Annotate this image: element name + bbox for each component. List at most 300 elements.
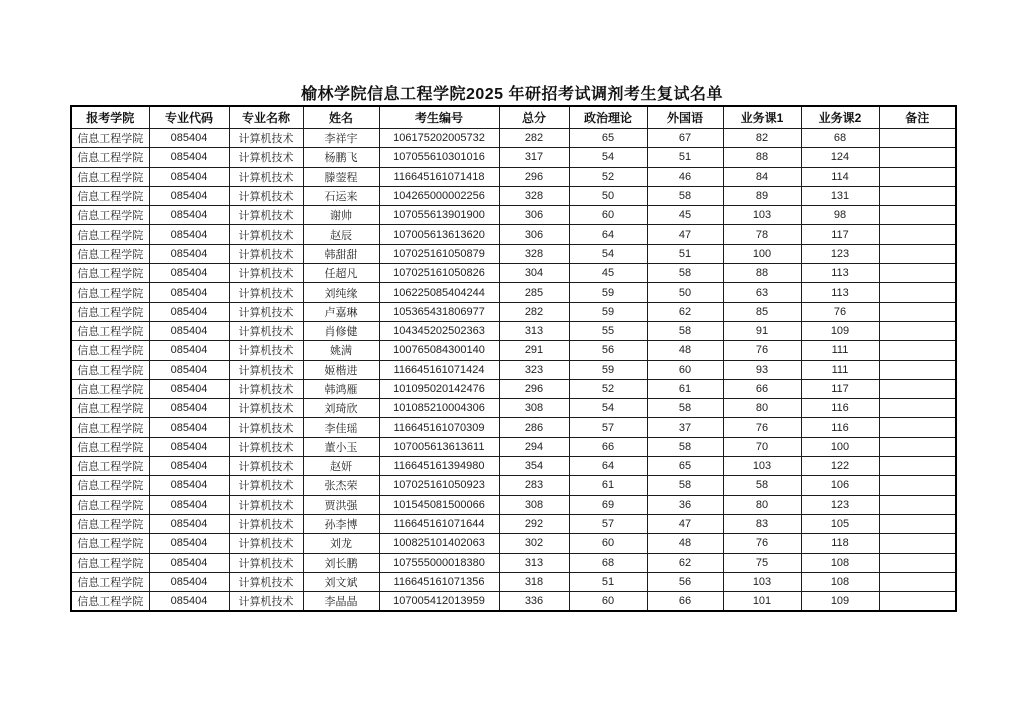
header-cell-2: 专业名称 xyxy=(229,106,303,129)
table-cell: 信息工程学院 xyxy=(71,264,149,283)
table-cell: 323 xyxy=(499,360,569,379)
table-cell: 刘琦欣 xyxy=(303,399,379,418)
table-row xyxy=(71,476,956,495)
table-cell: 信息工程学院 xyxy=(71,514,149,533)
table-cell: 80 xyxy=(723,495,801,514)
table-cell: 328 xyxy=(499,244,569,263)
table-cell: 60 xyxy=(647,360,723,379)
table-cell: 83 xyxy=(723,514,801,533)
table-cell: 信息工程学院 xyxy=(71,572,149,591)
table-row xyxy=(71,283,956,302)
table-row xyxy=(71,341,956,360)
table-cell: 106225085404244 xyxy=(379,283,499,302)
table-cell: 赵妍 xyxy=(303,457,379,476)
table-cell: 贾洪强 xyxy=(303,495,379,514)
table-cell: 085404 xyxy=(149,206,229,225)
table-cell: 63 xyxy=(723,283,801,302)
table-cell: 76 xyxy=(723,341,801,360)
table-cell: 信息工程学院 xyxy=(71,341,149,360)
table-cell: 52 xyxy=(569,167,647,186)
table-cell: 46 xyxy=(647,167,723,186)
table-row xyxy=(71,379,956,398)
table-cell: 刘长鹏 xyxy=(303,553,379,572)
table-cell: 信息工程学院 xyxy=(71,129,149,148)
table-cell: 108 xyxy=(801,553,879,572)
header-cell-6: 政治理论 xyxy=(569,106,647,129)
table-cell: 100 xyxy=(801,437,879,456)
table-cell: 60 xyxy=(569,592,647,612)
table-cell: 282 xyxy=(499,129,569,148)
table-cell: 55 xyxy=(569,321,647,340)
table-cell: 313 xyxy=(499,553,569,572)
table-cell: 88 xyxy=(723,264,801,283)
table-cell: 109 xyxy=(801,592,879,612)
table-cell: 085404 xyxy=(149,283,229,302)
table-cell: 085404 xyxy=(149,148,229,167)
header-cell-4: 考生编号 xyxy=(379,106,499,129)
table-cell: 116645161394980 xyxy=(379,457,499,476)
table-cell: 62 xyxy=(647,302,723,321)
table-cell: 116645161071644 xyxy=(379,514,499,533)
table-cell: 李祥宇 xyxy=(303,129,379,148)
table-cell: 56 xyxy=(647,572,723,591)
table-cell: 信息工程学院 xyxy=(71,360,149,379)
table-cell: 张杰荣 xyxy=(303,476,379,495)
table-cell: 313 xyxy=(499,321,569,340)
table-cell: 刘文斌 xyxy=(303,572,379,591)
table-cell: 085404 xyxy=(149,225,229,244)
table-row xyxy=(71,264,956,283)
header-cell-7: 外国语 xyxy=(647,106,723,129)
table-cell: 085404 xyxy=(149,592,229,612)
table-cell xyxy=(879,321,956,340)
table-cell: 64 xyxy=(569,225,647,244)
table-cell: 085404 xyxy=(149,264,229,283)
table-cell xyxy=(879,514,956,533)
table-cell xyxy=(879,495,956,514)
table-cell: 李晶晶 xyxy=(303,592,379,612)
table-cell: 计算机技术 xyxy=(229,553,303,572)
table-cell: 计算机技术 xyxy=(229,360,303,379)
table-cell: 085404 xyxy=(149,302,229,321)
table-cell: 106 xyxy=(801,476,879,495)
table-cell: 085404 xyxy=(149,379,229,398)
table-cell: 谢帅 xyxy=(303,206,379,225)
table-cell: 68 xyxy=(569,553,647,572)
table-cell xyxy=(879,553,956,572)
table-row xyxy=(71,321,956,340)
table-cell: 李佳瑶 xyxy=(303,418,379,437)
table-cell xyxy=(879,418,956,437)
table-cell: 306 xyxy=(499,206,569,225)
table-cell: 66 xyxy=(647,592,723,612)
table-cell: 64 xyxy=(569,457,647,476)
table-cell: 354 xyxy=(499,457,569,476)
table-cell: 67 xyxy=(647,129,723,148)
table-cell: 韩甜甜 xyxy=(303,244,379,263)
table-cell: 109 xyxy=(801,321,879,340)
table-cell: 计算机技术 xyxy=(229,302,303,321)
table-cell: 88 xyxy=(723,148,801,167)
table-cell: 65 xyxy=(647,457,723,476)
table-cell: 292 xyxy=(499,514,569,533)
table-cell xyxy=(879,572,956,591)
table-cell xyxy=(879,379,956,398)
table-cell: 116645161071424 xyxy=(379,360,499,379)
table-cell: 滕蓥程 xyxy=(303,167,379,186)
table-cell: 58 xyxy=(647,264,723,283)
table-cell: 291 xyxy=(499,341,569,360)
table-cell: 信息工程学院 xyxy=(71,167,149,186)
table-cell: 54 xyxy=(569,148,647,167)
table-cell: 计算机技术 xyxy=(229,225,303,244)
table-cell: 计算机技术 xyxy=(229,186,303,205)
table-cell: 317 xyxy=(499,148,569,167)
table-cell: 103 xyxy=(723,457,801,476)
table-cell: 111 xyxy=(801,341,879,360)
table-cell: 58 xyxy=(647,476,723,495)
table-header-row xyxy=(71,106,956,129)
table-cell: 101095020142476 xyxy=(379,379,499,398)
table-cell: 48 xyxy=(647,341,723,360)
table-cell: 93 xyxy=(723,360,801,379)
header-cell-0: 报考学院 xyxy=(71,106,149,129)
table-cell: 116 xyxy=(801,418,879,437)
table-cell: 计算机技术 xyxy=(229,514,303,533)
table-cell: 085404 xyxy=(149,553,229,572)
table-cell: 计算机技术 xyxy=(229,167,303,186)
table-cell: 085404 xyxy=(149,244,229,263)
table-cell xyxy=(879,341,956,360)
table-cell: 59 xyxy=(569,283,647,302)
table-cell: 计算机技术 xyxy=(229,592,303,612)
table-row xyxy=(71,360,956,379)
table-cell: 信息工程学院 xyxy=(71,379,149,398)
table-cell: 85 xyxy=(723,302,801,321)
table-cell: 085404 xyxy=(149,360,229,379)
table-cell: 信息工程学院 xyxy=(71,592,149,612)
table-cell: 84 xyxy=(723,167,801,186)
table-cell: 113 xyxy=(801,283,879,302)
table-cell: 107005613613620 xyxy=(379,225,499,244)
table-cell: 308 xyxy=(499,495,569,514)
table-body xyxy=(71,129,956,612)
table-row xyxy=(71,592,956,612)
table-cell: 信息工程学院 xyxy=(71,476,149,495)
table-cell: 刘纯缘 xyxy=(303,283,379,302)
table-cell: 80 xyxy=(723,399,801,418)
table-cell: 57 xyxy=(569,514,647,533)
table-cell: 101085210004306 xyxy=(379,399,499,418)
table-cell: 51 xyxy=(647,244,723,263)
table-row xyxy=(71,437,956,456)
table-cell: 信息工程学院 xyxy=(71,283,149,302)
table-cell xyxy=(879,148,956,167)
table-cell: 085404 xyxy=(149,534,229,553)
table-row xyxy=(71,553,956,572)
table-cell: 56 xyxy=(569,341,647,360)
table-cell: 刘龙 xyxy=(303,534,379,553)
table-cell: 65 xyxy=(569,129,647,148)
table-cell: 69 xyxy=(569,495,647,514)
table-cell: 085404 xyxy=(149,341,229,360)
table-cell: 59 xyxy=(569,360,647,379)
table-cell: 283 xyxy=(499,476,569,495)
table-cell: 61 xyxy=(647,379,723,398)
table-cell: 信息工程学院 xyxy=(71,437,149,456)
table-cell: 66 xyxy=(569,437,647,456)
table-row xyxy=(71,186,956,205)
table-cell: 50 xyxy=(569,186,647,205)
table-cell: 信息工程学院 xyxy=(71,418,149,437)
table-cell: 085404 xyxy=(149,321,229,340)
table-cell: 111 xyxy=(801,360,879,379)
table-cell: 孙李博 xyxy=(303,514,379,533)
table-cell: 98 xyxy=(801,206,879,225)
table-cell: 107025161050879 xyxy=(379,244,499,263)
table-cell: 085404 xyxy=(149,186,229,205)
table-cell: 58 xyxy=(647,186,723,205)
table-cell: 62 xyxy=(647,553,723,572)
table-cell: 104345202502363 xyxy=(379,321,499,340)
table-cell: 计算机技术 xyxy=(229,457,303,476)
table-row xyxy=(71,302,956,321)
table-cell: 76 xyxy=(801,302,879,321)
table-cell: 计算机技术 xyxy=(229,399,303,418)
table-cell: 085404 xyxy=(149,167,229,186)
table-cell: 信息工程学院 xyxy=(71,534,149,553)
table-cell: 122 xyxy=(801,457,879,476)
table-cell: 计算机技术 xyxy=(229,341,303,360)
table-cell: 信息工程学院 xyxy=(71,186,149,205)
table-cell: 58 xyxy=(647,321,723,340)
table-cell: 116645161070309 xyxy=(379,418,499,437)
table-cell: 计算机技术 xyxy=(229,534,303,553)
table-cell: 任超凡 xyxy=(303,264,379,283)
table-cell: 60 xyxy=(569,534,647,553)
table-cell: 信息工程学院 xyxy=(71,244,149,263)
header-cell-8: 业务课1 xyxy=(723,106,801,129)
table-cell xyxy=(879,264,956,283)
table-cell: 57 xyxy=(569,418,647,437)
table-cell: 信息工程学院 xyxy=(71,321,149,340)
table-cell: 59 xyxy=(569,302,647,321)
table-cell: 085404 xyxy=(149,476,229,495)
table-cell: 107055613901900 xyxy=(379,206,499,225)
table-cell: 47 xyxy=(647,225,723,244)
table-cell: 计算机技术 xyxy=(229,495,303,514)
table-cell xyxy=(879,360,956,379)
header-cell-5: 总分 xyxy=(499,106,569,129)
table-cell: 48 xyxy=(647,534,723,553)
table-cell xyxy=(879,399,956,418)
table-cell: 姬楷进 xyxy=(303,360,379,379)
table-cell: 58 xyxy=(647,399,723,418)
table-cell: 54 xyxy=(569,399,647,418)
table-cell: 106175202005732 xyxy=(379,129,499,148)
table-row xyxy=(71,167,956,186)
table-cell: 306 xyxy=(499,225,569,244)
table-cell: 085404 xyxy=(149,457,229,476)
table-cell: 116 xyxy=(801,399,879,418)
header-cell-10: 备注 xyxy=(879,106,956,129)
table-cell: 085404 xyxy=(149,437,229,456)
table-cell: 085404 xyxy=(149,495,229,514)
table-cell: 107005412013959 xyxy=(379,592,499,612)
table-cell: 51 xyxy=(647,148,723,167)
table-cell: 计算机技术 xyxy=(229,476,303,495)
table-cell: 计算机技术 xyxy=(229,418,303,437)
table-cell: 100 xyxy=(723,244,801,263)
table-cell: 78 xyxy=(723,225,801,244)
table-cell xyxy=(879,244,956,263)
table-cell: 101 xyxy=(723,592,801,612)
table-cell: 66 xyxy=(723,379,801,398)
table-cell: 信息工程学院 xyxy=(71,495,149,514)
table-cell xyxy=(879,206,956,225)
table-cell: 信息工程学院 xyxy=(71,148,149,167)
table-cell: 296 xyxy=(499,167,569,186)
table-cell xyxy=(879,225,956,244)
table-row xyxy=(71,225,956,244)
table-cell: 姚满 xyxy=(303,341,379,360)
table-cell: 52 xyxy=(569,379,647,398)
table-cell: 103 xyxy=(723,206,801,225)
table-cell: 91 xyxy=(723,321,801,340)
table-cell: 336 xyxy=(499,592,569,612)
table-cell: 47 xyxy=(647,514,723,533)
table-row xyxy=(71,457,956,476)
table-cell: 信息工程学院 xyxy=(71,206,149,225)
table-cell: 116645161071418 xyxy=(379,167,499,186)
table-cell: 计算机技术 xyxy=(229,129,303,148)
table-cell: 116645161071356 xyxy=(379,572,499,591)
table-cell: 76 xyxy=(723,418,801,437)
table-cell: 105365431806977 xyxy=(379,302,499,321)
table-cell xyxy=(879,167,956,186)
table-cell: 124 xyxy=(801,148,879,167)
table-cell: 285 xyxy=(499,283,569,302)
table-cell: 70 xyxy=(723,437,801,456)
table-cell: 117 xyxy=(801,225,879,244)
table-cell xyxy=(879,437,956,456)
table-cell: 89 xyxy=(723,186,801,205)
table-cell: 信息工程学院 xyxy=(71,553,149,572)
table-cell: 杨鹏飞 xyxy=(303,148,379,167)
table-row xyxy=(71,399,956,418)
table-cell: 085404 xyxy=(149,129,229,148)
table-cell: 51 xyxy=(569,572,647,591)
table-cell xyxy=(879,457,956,476)
table-cell xyxy=(879,186,956,205)
table-cell: 123 xyxy=(801,495,879,514)
table-cell: 107055610301016 xyxy=(379,148,499,167)
table-cell: 68 xyxy=(801,129,879,148)
table-cell: 118 xyxy=(801,534,879,553)
table-cell: 76 xyxy=(723,534,801,553)
table-cell: 085404 xyxy=(149,399,229,418)
table-cell: 计算机技术 xyxy=(229,321,303,340)
table-cell: 123 xyxy=(801,244,879,263)
table-cell: 107005613613611 xyxy=(379,437,499,456)
table-cell: 296 xyxy=(499,379,569,398)
table-cell: 131 xyxy=(801,186,879,205)
header-cell-9: 业务课2 xyxy=(801,106,879,129)
table-cell: 计算机技术 xyxy=(229,437,303,456)
table-cell: 45 xyxy=(647,206,723,225)
table-cell: 328 xyxy=(499,186,569,205)
table-cell: 58 xyxy=(723,476,801,495)
table-cell: 105 xyxy=(801,514,879,533)
table-cell: 117 xyxy=(801,379,879,398)
candidates-table xyxy=(70,105,957,612)
table-cell: 58 xyxy=(647,437,723,456)
table-cell: 计算机技术 xyxy=(229,572,303,591)
table-cell: 308 xyxy=(499,399,569,418)
table-cell xyxy=(879,302,956,321)
table-cell: 085404 xyxy=(149,514,229,533)
table-row xyxy=(71,206,956,225)
table-cell: 085404 xyxy=(149,418,229,437)
table-cell: 085404 xyxy=(149,572,229,591)
table-row xyxy=(71,418,956,437)
table-cell: 100765084300140 xyxy=(379,341,499,360)
table-cell: 108 xyxy=(801,572,879,591)
table-cell: 82 xyxy=(723,129,801,148)
table-cell: 计算机技术 xyxy=(229,379,303,398)
table-cell: 61 xyxy=(569,476,647,495)
table-cell: 60 xyxy=(569,206,647,225)
page-title: 榆林学院信息工程学院2025 年研招考试调剂考生复试名单 xyxy=(300,86,724,103)
table-cell: 100825101402063 xyxy=(379,534,499,553)
table-cell: 卢嘉琳 xyxy=(303,302,379,321)
table-cell: 信息工程学院 xyxy=(71,399,149,418)
table-cell: 45 xyxy=(569,264,647,283)
table-cell: 石运来 xyxy=(303,186,379,205)
table-row xyxy=(71,244,956,263)
table-cell: 107025161050826 xyxy=(379,264,499,283)
table-cell: 信息工程学院 xyxy=(71,457,149,476)
table-cell: 101545081500066 xyxy=(379,495,499,514)
table-cell: 信息工程学院 xyxy=(71,302,149,321)
table-cell xyxy=(879,283,956,302)
table-cell: 113 xyxy=(801,264,879,283)
table-cell: 计算机技术 xyxy=(229,244,303,263)
table-cell xyxy=(879,592,956,612)
table-cell: 董小玉 xyxy=(303,437,379,456)
header-cell-1: 专业代码 xyxy=(149,106,229,129)
table-cell: 318 xyxy=(499,572,569,591)
table-cell: 计算机技术 xyxy=(229,283,303,302)
header-cell-3: 姓名 xyxy=(303,106,379,129)
table-cell xyxy=(879,476,956,495)
table-cell: 282 xyxy=(499,302,569,321)
table-cell: 计算机技术 xyxy=(229,264,303,283)
table-row xyxy=(71,514,956,533)
table-cell: 肖修健 xyxy=(303,321,379,340)
table-cell: 75 xyxy=(723,553,801,572)
table-cell: 302 xyxy=(499,534,569,553)
table-cell: 54 xyxy=(569,244,647,263)
table-row xyxy=(71,572,956,591)
table-cell: 37 xyxy=(647,418,723,437)
table-cell: 107025161050923 xyxy=(379,476,499,495)
table-row xyxy=(71,148,956,167)
table-row xyxy=(71,534,956,553)
table-cell: 104265000002256 xyxy=(379,186,499,205)
table-cell: 36 xyxy=(647,495,723,514)
table-row xyxy=(71,129,956,148)
